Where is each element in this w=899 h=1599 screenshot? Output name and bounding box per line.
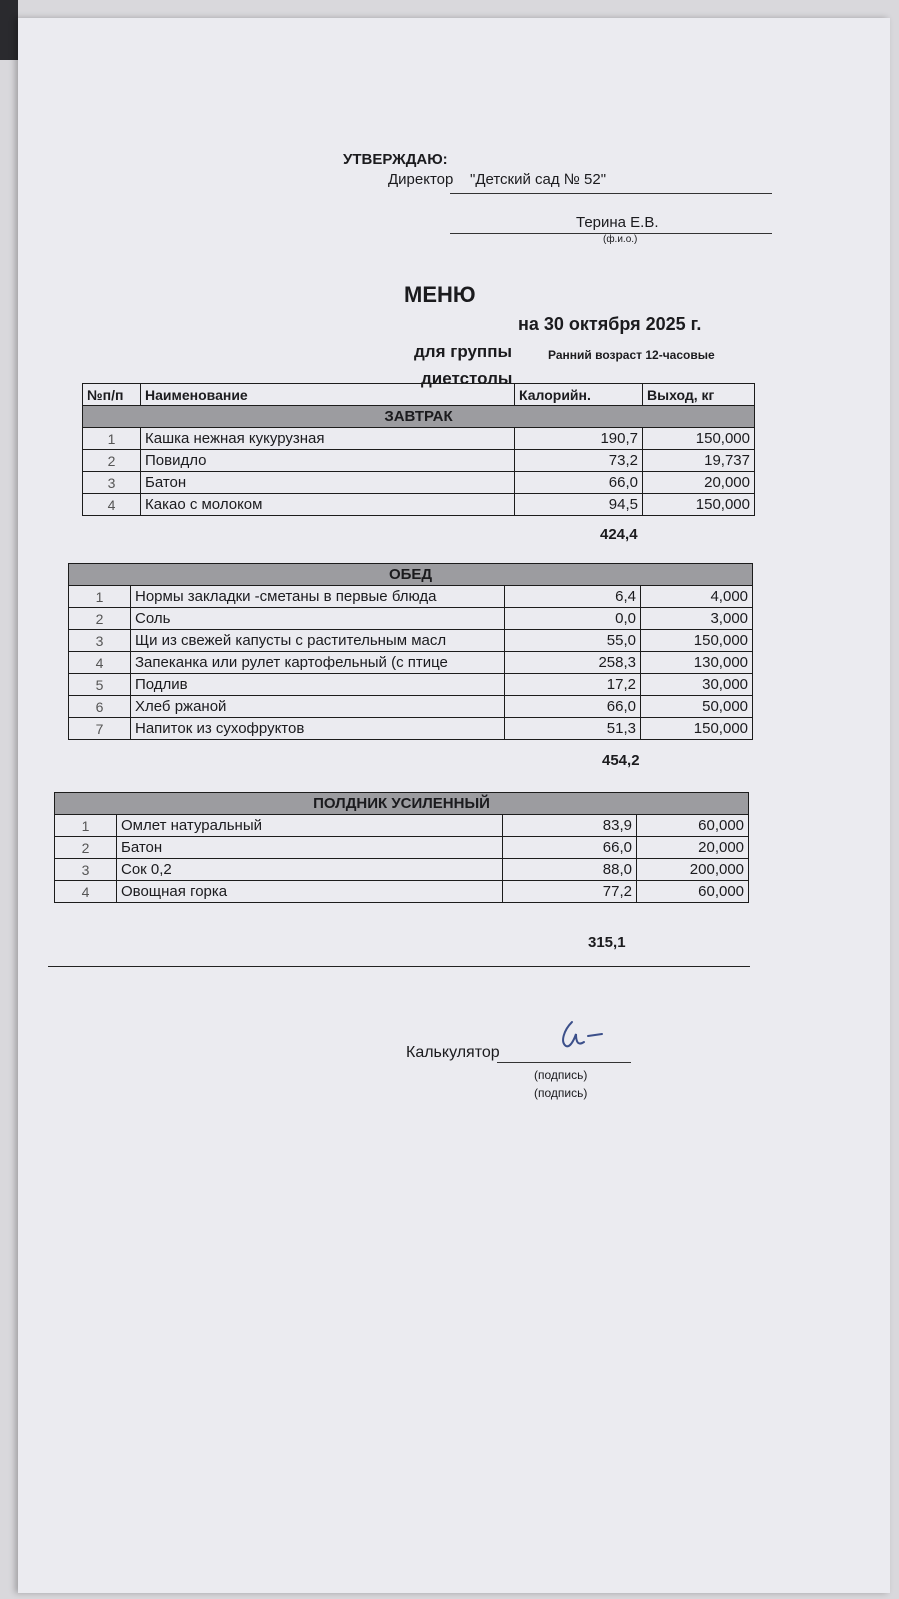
col-num-header: №п/п xyxy=(83,384,141,406)
row-output: 60,000 xyxy=(637,881,749,903)
row-num: 4 xyxy=(83,494,141,516)
row-calories: 190,7 xyxy=(515,428,643,450)
table-row xyxy=(69,718,753,740)
lunch-total: 454,2 xyxy=(602,752,640,769)
table-row xyxy=(69,586,753,608)
calculator-label: Калькулятор xyxy=(406,1044,500,1061)
row-name: Батон xyxy=(141,472,515,494)
row-name: Сок 0,2 xyxy=(117,859,503,881)
row-calories: 17,2 xyxy=(505,674,641,696)
row-num: 3 xyxy=(83,472,141,494)
row-num: 3 xyxy=(55,859,117,881)
snack-table xyxy=(54,792,749,903)
table-row xyxy=(55,881,749,903)
row-calories: 66,0 xyxy=(515,472,643,494)
row-calories: 94,5 xyxy=(515,494,643,516)
document-sheet xyxy=(18,18,890,1593)
row-name: Какао с молоком xyxy=(141,494,515,516)
group-value: Ранний возраст 12-часовые xyxy=(548,348,715,362)
lunch-table xyxy=(68,563,753,740)
director-org: "Детский сад № 52" xyxy=(470,171,607,188)
table-row xyxy=(55,815,749,837)
row-name: Повидло xyxy=(141,450,515,472)
row-num: 6 xyxy=(69,696,131,718)
col-output-header: Выход, кг xyxy=(643,384,755,406)
row-name: Батон xyxy=(117,837,503,859)
row-num: 2 xyxy=(69,608,131,630)
row-name: Подлив xyxy=(131,674,505,696)
director-label: Директор xyxy=(388,171,454,188)
row-name: Овощная горка xyxy=(117,881,503,903)
row-num: 2 xyxy=(55,837,117,859)
row-output: 200,000 xyxy=(637,859,749,881)
row-output: 19,737 xyxy=(643,450,755,472)
row-num: 4 xyxy=(69,652,131,674)
col-calories-header: Калорийн. xyxy=(515,384,643,406)
table-row xyxy=(69,652,753,674)
snack-section-title: ПОЛДНИК УСИЛЕННЫЙ xyxy=(55,793,749,815)
row-num: 1 xyxy=(55,815,117,837)
table-row xyxy=(83,494,755,516)
handwritten-signature xyxy=(558,1016,618,1056)
row-output: 60,000 xyxy=(637,815,749,837)
row-num: 5 xyxy=(69,674,131,696)
table-row xyxy=(83,450,755,472)
desk-corner xyxy=(0,0,18,60)
snack-section-row xyxy=(55,793,749,815)
row-output: 3,000 xyxy=(641,608,753,630)
table-row xyxy=(83,428,755,450)
row-name: Напиток из сухофруктов xyxy=(131,718,505,740)
table-header-row xyxy=(83,384,755,406)
row-num: 2 xyxy=(83,450,141,472)
breakfast-table xyxy=(82,383,755,516)
row-output: 50,000 xyxy=(641,696,753,718)
fio-caption: (ф.и.о.) xyxy=(603,234,638,245)
row-name: Запеканка или рулет картофельный (с птице xyxy=(131,652,505,674)
row-calories: 51,3 xyxy=(505,718,641,740)
table-row xyxy=(69,630,753,652)
row-num: 3 xyxy=(69,630,131,652)
row-output: 150,000 xyxy=(643,428,755,450)
row-output: 150,000 xyxy=(643,494,755,516)
row-name: Омлет натуральный xyxy=(117,815,503,837)
signer-name: Терина Е.В. xyxy=(576,214,659,231)
row-calories: 55,0 xyxy=(505,630,641,652)
row-output: 150,000 xyxy=(641,718,753,740)
breakfast-total: 424,4 xyxy=(600,526,638,543)
row-name: Щи из свежей капусты с растительным масл xyxy=(131,630,505,652)
separator-line xyxy=(48,966,750,967)
row-output: 20,000 xyxy=(643,472,755,494)
breakfast-section-row xyxy=(83,406,755,428)
row-calories: 83,9 xyxy=(503,815,637,837)
table-row xyxy=(55,859,749,881)
table-row xyxy=(83,472,755,494)
row-output: 30,000 xyxy=(641,674,753,696)
table-row xyxy=(69,696,753,718)
row-name: Кашка нежная кукурузная xyxy=(141,428,515,450)
row-num: 1 xyxy=(69,586,131,608)
approval-title: УТВЕРЖДАЮ: xyxy=(343,151,448,168)
row-num: 7 xyxy=(69,718,131,740)
breakfast-section-title: ЗАВТРАК xyxy=(83,406,755,428)
row-calories: 258,3 xyxy=(505,652,641,674)
table-row xyxy=(69,674,753,696)
row-calories: 6,4 xyxy=(505,586,641,608)
row-output: 130,000 xyxy=(641,652,753,674)
row-output: 150,000 xyxy=(641,630,753,652)
row-name: Нормы закладки -сметаны в первые блюда xyxy=(131,586,505,608)
menu-title: МЕНЮ xyxy=(404,282,476,307)
menu-date: на 30 октября 2025 г. xyxy=(518,314,702,334)
row-num: 1 xyxy=(83,428,141,450)
row-num: 4 xyxy=(55,881,117,903)
row-calories: 66,0 xyxy=(505,696,641,718)
group-label: для группы xyxy=(414,342,512,361)
col-name-header: Наименование xyxy=(141,384,515,406)
row-output: 20,000 xyxy=(637,837,749,859)
table-row xyxy=(69,608,753,630)
signature-caption-1: (подпись) xyxy=(534,1068,588,1082)
row-calories: 73,2 xyxy=(515,450,643,472)
row-output: 4,000 xyxy=(641,586,753,608)
lunch-section-title: ОБЕД xyxy=(69,564,753,586)
director-underline xyxy=(450,193,772,194)
row-calories: 88,0 xyxy=(503,859,637,881)
diet-label: диетстолы xyxy=(421,369,513,388)
signature-underline xyxy=(497,1062,631,1063)
snack-total: 315,1 xyxy=(588,934,626,951)
table-row xyxy=(55,837,749,859)
signature-caption-2: (подпись) xyxy=(534,1086,588,1100)
row-calories: 77,2 xyxy=(503,881,637,903)
row-name: Соль xyxy=(131,608,505,630)
row-name: Хлеб ржаной xyxy=(131,696,505,718)
row-calories: 0,0 xyxy=(505,608,641,630)
row-calories: 66,0 xyxy=(503,837,637,859)
lunch-section-row xyxy=(69,564,753,586)
